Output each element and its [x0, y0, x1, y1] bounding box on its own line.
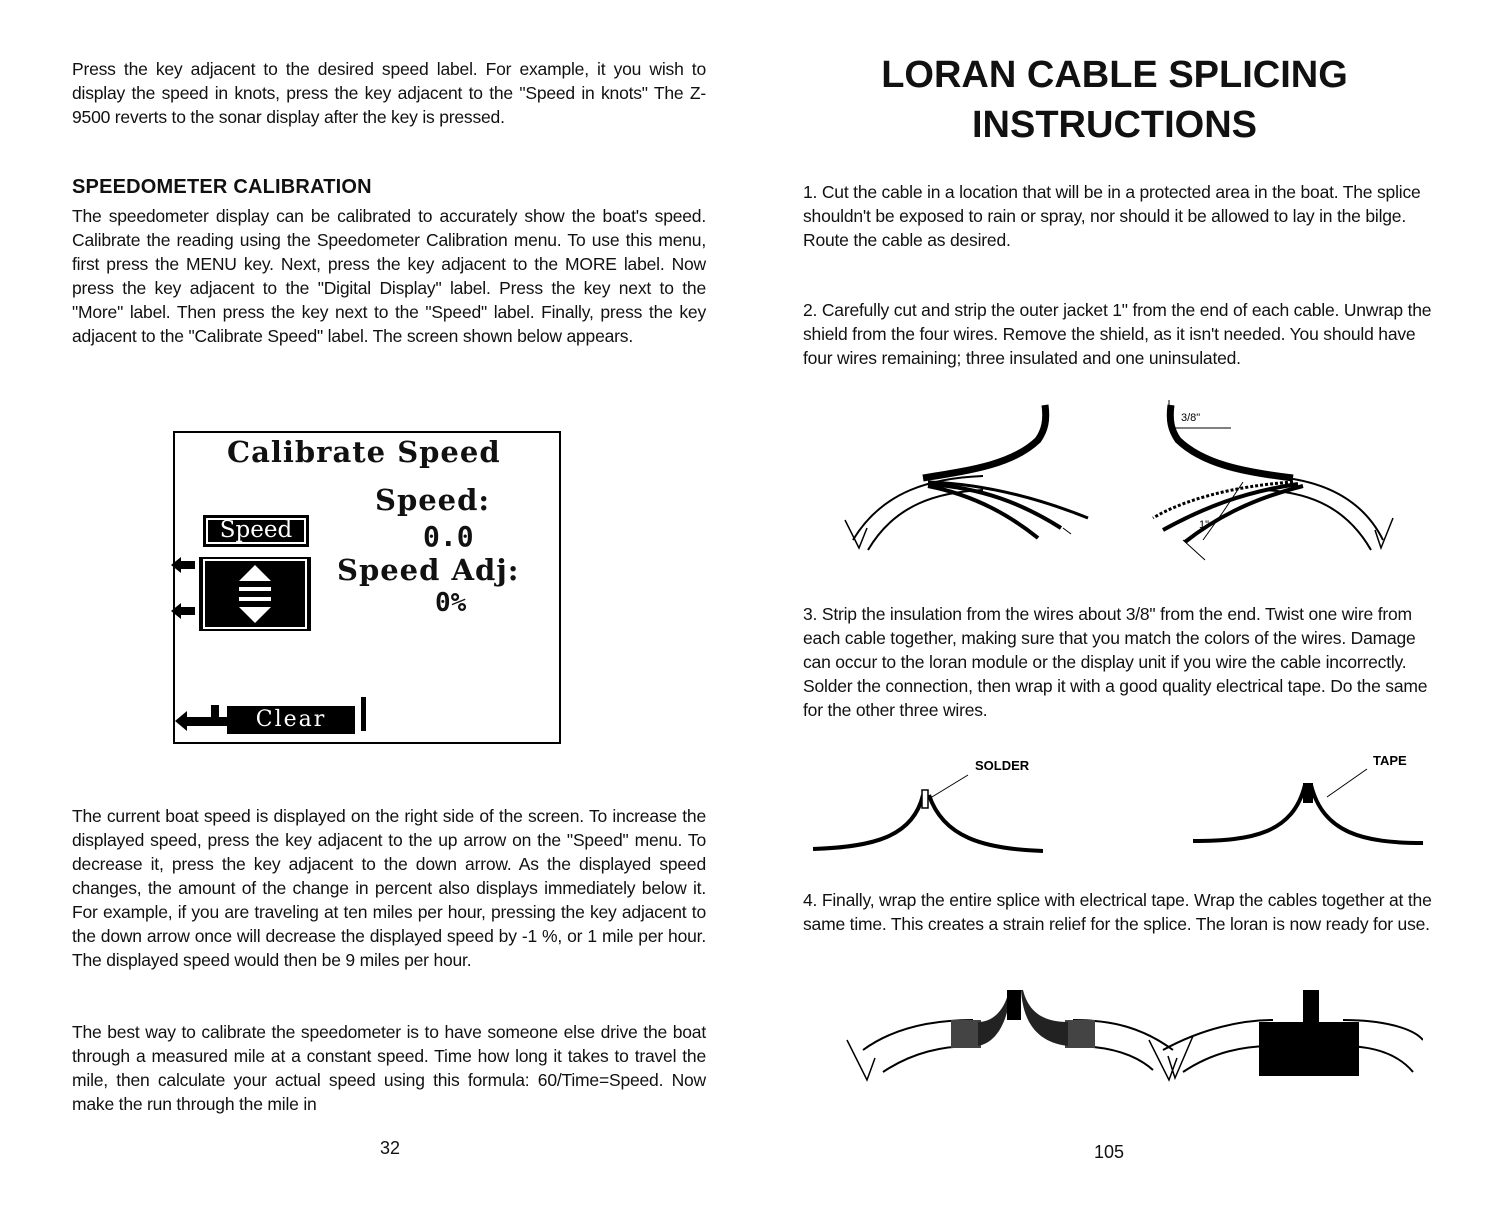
calibration-paragraph: The speedometer display can be calibrated to accurately show the boat's speed. Calibrate the reading using the Speedometer Calibration menu. To use this menu, first press the MENU key. Next, press the key adjacent to the MORE label. Now press the key adjacent to the "Digital Display" label. Press the key next to the "More" label. Then press the key next to the "Speed" label. Finally, press the key adjacent to the "Calibrate Speed" label. The screen shown below appears.	[72, 206, 706, 346]
arrow-keys-graphic	[199, 557, 311, 631]
return-arrow-icon	[175, 703, 235, 733]
speed-value: 0.0	[423, 520, 474, 553]
side-key-pointers	[171, 557, 199, 637]
stripped-cable-figure	[823, 400, 1423, 580]
step-2: 2. Carefully cut and strip the outer jacket 1" from the end of each cable. Unwrap the shield from the four wires. Remove the shield, as it isn't needed. You should have four wires remaining; three insulated and one uninsulated.	[803, 300, 1432, 368]
screen-title: Calibrate Speed	[227, 435, 501, 469]
up-arrow-icon[interactable]	[239, 565, 271, 581]
down-arrow-icon[interactable]	[239, 607, 271, 623]
step-1: 1. Cut the cable in a location that will be in a protected area in the boat. The splice shouldn't be exposed to rain or spray, nor should it be allowed to lay in the bilge. Route the cable as desired.	[803, 182, 1421, 250]
speed-adj-label: Speed Adj:	[337, 553, 520, 587]
intro-paragraph: Press the key adjacent to the desired speed label. For example, it you wish to display the speed in knots, press the key adjacent to the "Speed in knots" The Z-9500 reverts to the sonar display after the key is pressed.	[72, 59, 706, 127]
step-4: 4. Finally, wrap the entire splice with electrical tape. Wrap the cables together at the same time. This creates a strain relief for the splice. The loran is now ready for use.	[803, 890, 1432, 934]
clear-button[interactable]: Clear	[227, 706, 355, 734]
page-number-left: 32	[380, 1138, 401, 1158]
calibrate-speed-screen	[173, 431, 561, 744]
best-way-paragraph: The best way to calibrate the speedometer is to have someone else drive the boat through a measured mile at a constant speed. Time how long it takes to travel the mile, then calculate your actual speed using this formula: 60/Time=Speed. Now make the run through the mile in	[72, 1022, 706, 1114]
speed-label: Speed:	[375, 483, 491, 517]
speed-arrow-buttons[interactable]	[199, 557, 311, 631]
right-page	[743, 0, 1486, 1222]
clear-row	[175, 697, 371, 733]
fig2-solder-label: SOLDER	[975, 758, 1030, 773]
page-title	[743, 50, 1486, 150]
step-3: 3. Strip the insulation from the wires about 3/8" from the end. Twist one wire from each cable together, making sure that you match the colors of the wires. Damage can occur to the loran module or the display unit if you wire the cable incorrectly. Solder the connection, then wrap it with a good quality electrical tape. Do the same for the other three wires.	[803, 604, 1428, 720]
solder-tape-figure	[803, 745, 1443, 865]
page-number-right: 105	[1094, 1142, 1125, 1162]
speed-menu-button[interactable]: Speed	[203, 515, 309, 547]
fig1-label-3-8: 3/8"	[1181, 412, 1201, 424]
section-heading: SPEEDOMETER CALIBRATION	[72, 176, 372, 198]
wrapped-splice-figure	[823, 980, 1423, 1110]
clear-button-edge	[361, 697, 366, 731]
speed-adj-value: 0%	[435, 588, 467, 618]
current-speed-paragraph: The current boat speed is displayed on the right side of the screen. To increase the displayed speed, press the key adjacent to the up arrow on the "Speed" menu. To decrease it, press the key adjacent to the down arrow. As the displayed speed changes, the amount of the change in percent also displays immediately below it. For example, if you are traveling at ten miles per hour, pressing the key adjacent to the down arrow once will decrease the displayed speed by -1 %, or 1 mile per hour. The displayed speed would then be 9 miles per hour.	[72, 806, 706, 970]
title-line-1: LORAN CABLE SPLICING	[881, 54, 1348, 96]
fig1-label-1in: 1"	[1199, 519, 1210, 531]
fig2-tape-label: TAPE	[1373, 753, 1407, 768]
title-line-2: INSTRUCTIONS	[972, 104, 1257, 146]
